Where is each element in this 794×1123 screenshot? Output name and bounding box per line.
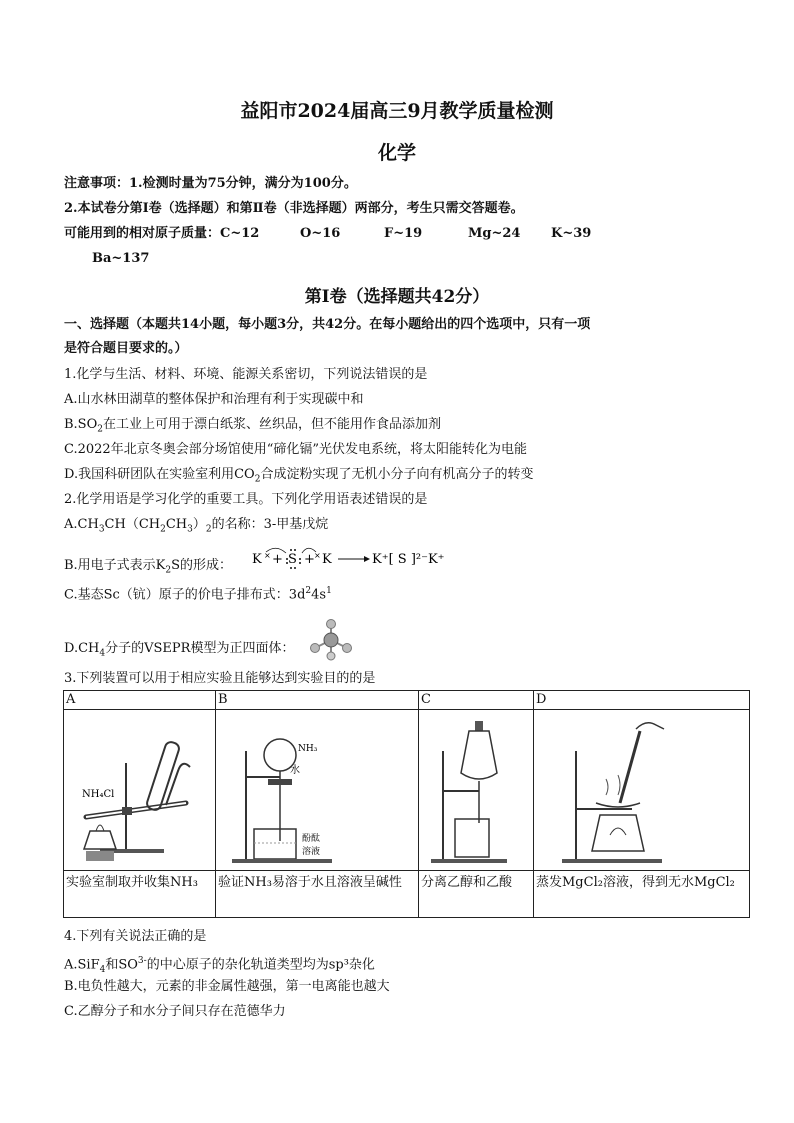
svg-text:×: × <box>314 551 321 560</box>
formula-k-right: K <box>322 552 332 567</box>
exam-title: 益阳市2024届高三9月教学质量检测 <box>240 100 554 122</box>
section-heading: 一、选择题（本题共14小题，每小题3分，共42分。在每小题给出的四个选项中，只有一项 <box>64 317 591 332</box>
q3-apparatus-table <box>63 690 750 918</box>
formula-product: K⁺[ S ]²⁻K⁺ <box>372 552 445 567</box>
caption-c: 分离乙醇和乙酸 <box>419 871 534 918</box>
col-header-a: A <box>64 691 216 710</box>
apparatus-d <box>534 710 750 871</box>
q3-stem: 3.下列装置可以用于相应实验且能够达到实验目的的是 <box>64 671 376 686</box>
notes-text: 1.检测时量为75分钟，满分为100分。 <box>129 176 357 191</box>
mass-o: O~16 <box>300 226 341 241</box>
mass-ba: Ba~137 <box>92 251 150 266</box>
q2-option-d: $D.CH_4$分子的VSEPR模型为正四面体： <box>64 641 295 659</box>
svg-text:+: + <box>272 552 283 567</box>
caption-d: 蒸发MgCl₂溶液，得到无水MgCl₂ <box>534 871 750 918</box>
subject-title: 化学 <box>377 142 416 164</box>
q4-option-a: A.SiF$_4$和$SO^{3-}$的中心原子的杂化轨道类型均为sp³杂化 <box>64 956 375 975</box>
methane-model-image <box>307 618 355 662</box>
q4-option-b: B.电负性越大，元素的非金属性越强，第一电离能也越大 <box>64 979 390 994</box>
svg-text:×: × <box>264 551 271 560</box>
formula-s: S <box>288 552 297 567</box>
mass-c: C~12 <box>220 226 260 241</box>
masses-label: 可能用到的相对原子质量： <box>64 226 221 241</box>
notes-line2: 2.本试卷分第Ⅰ卷（选择题）和第Ⅱ卷（非选择题）两部分，考生只需交答题卷。 <box>64 201 524 216</box>
apparatus-c <box>419 710 534 871</box>
mass-f: F~19 <box>384 226 423 241</box>
caption-a: 实验室制取并收集NH₃ <box>64 871 216 918</box>
notes-prefix: 注意事项： <box>64 176 130 191</box>
ammonia-prep-apparatus <box>66 711 213 869</box>
q1-option-c: C.2022年北京冬奥会部分场馆使用“碲化镉”光伏发电系统，将太阳能转化为电能 <box>64 442 527 457</box>
mass-k: K~39 <box>551 226 592 241</box>
caption-b: 验证NH₃易溶于水且溶液呈碱性 <box>216 871 419 918</box>
notes-line1 <box>64 175 357 192</box>
q4-option-c: C.乙醇分子和水分子间只存在范德华力 <box>64 1004 286 1019</box>
q2-stem: 2.化学用语是学习化学的重要工具。下列化学用语表述错误的是 <box>64 492 428 507</box>
section-heading-2: 是符合题目要求的。） <box>64 341 188 356</box>
nh4cl-label: NH₄Cl <box>82 789 115 800</box>
atomic-masses <box>64 225 591 242</box>
svg-text:+: + <box>304 552 315 567</box>
col-header-d: D <box>534 691 750 710</box>
q1-option-a: A.山水林田湖草的整体保护和治理有利于实现碳中和 <box>64 392 364 407</box>
separatory-funnel-apparatus <box>421 711 531 869</box>
evaporation-apparatus <box>536 711 747 869</box>
q2-option-a: $A.CH_3CH(CH_2CH_3)_2$的名称：3-甲基戊烷 <box>64 517 329 535</box>
phenol-label-1: 酚酞 <box>302 834 321 844</box>
q1-option-b: $B.SO_2$在工业上可用于漂白纸浆、丝织品，但不能用作食品添加剂 <box>64 417 441 435</box>
water-label: 水 <box>290 765 300 776</box>
q1-option-d: D.我国科研团队在实验室利用$CO_2$合成淀粉实现了无机小分子向有机高分子的转变 <box>64 467 534 485</box>
mass-mg: Mg~24 <box>468 226 521 241</box>
q2-option-b: B.用电子式表示$K_2S$的形成： <box>64 558 233 576</box>
apparatus-b <box>216 710 419 871</box>
col-header-b: B <box>216 691 419 710</box>
nh3-label: NH₃ <box>298 744 318 754</box>
fountain-experiment-apparatus <box>218 711 416 869</box>
electron-formula-diagram <box>250 544 460 574</box>
q2-option-c: C.基态Sc（钪）原子的价电子排布式：$3d^24s^1$ <box>64 586 332 603</box>
apparatus-a <box>64 710 216 871</box>
part1-heading: 第Ⅰ卷（选择题共42分） <box>304 287 490 307</box>
formula-k-left: K <box>252 552 262 567</box>
col-header-c: C <box>419 691 534 710</box>
q4-stem: 4.下列有关说法正确的是 <box>64 929 207 944</box>
q1-stem: 1.化学与生活、材料、环境、能源关系密切，下列说法错误的是 <box>64 367 428 382</box>
phenol-label-2: 溶液 <box>302 847 321 857</box>
